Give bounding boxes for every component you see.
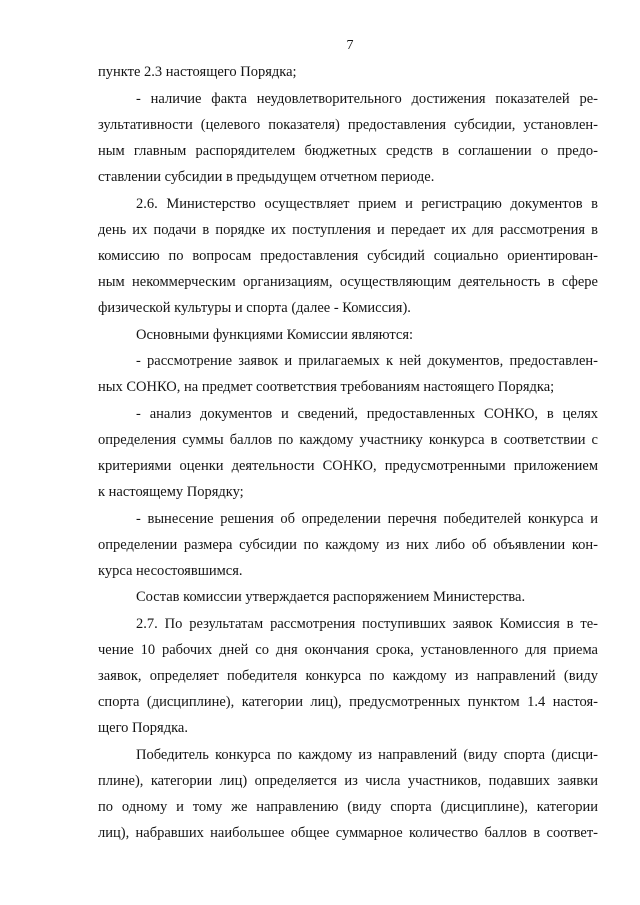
text-line: - анализ документов и сведений, предоставленных СОНКО, в целях (136, 406, 598, 422)
text-line: Победитель конкурса по каждому из направлений (виду спорта (дисци- (136, 747, 598, 763)
text-line: спорта (дисциплине), категории лиц), предусмотренных пунктом 1.4 настоя- (98, 694, 598, 710)
text-line: лиц), набравших наибольшее общее суммарное количество баллов в соответ- (98, 825, 598, 841)
text-line: - наличие факта неудовлетворительного достижения показателей ре- (136, 91, 598, 107)
text-line: плине), категории лиц) определяется из числа участников, подавших заявки (98, 773, 598, 789)
text-line: зультативности (целевого показателя) предоставления субсидии, установлен- (98, 117, 598, 133)
text-line: ным главным распорядителем бюджетных средств в соглашении о предо- (98, 143, 598, 159)
text-line: ставлении субсидии в предыдущем отчетном периоде. (98, 169, 435, 185)
text-line: курса несостоявшимся. (98, 563, 243, 579)
text-line: по одному и тому же направлению (виду спорта (дисциплине), категории (98, 799, 598, 815)
page-number: 7 (346, 38, 354, 53)
text-line: определения суммы баллов по каждому участнику конкурса в соответствии с (98, 432, 598, 448)
text-line: критериями оценки деятельности СОНКО, предусмотренными приложением (98, 458, 598, 474)
text-line: к настоящему Порядку; (98, 484, 244, 500)
text-line: определении размера субсидии по каждому из них либо об объявлении кон- (98, 537, 598, 553)
text-line: Основными функциями Комиссии являются: (136, 327, 414, 343)
text-line: пункте 2.3 настоящего Порядка; (98, 64, 297, 80)
text-line: 2.7. По результатам рассмотрения поступивших заявок Комиссия в те- (136, 616, 598, 632)
text-line: ных СОНКО, на предмет соответствия требованиям настоящего Порядка; (98, 379, 555, 395)
text-line: физической культуры и спорта (далее - Комиссия). (98, 300, 411, 316)
text-line: - вынесение решения об определении перечня победителей конкурса и (136, 511, 598, 527)
text-line: Состав комиссии утверждается распоряжением Министерства. (136, 589, 526, 605)
text-line: чение 10 рабочих дней со дня окончания срока, установленного для приема (98, 642, 598, 658)
text-line: день их подачи в порядке их поступления и передает их для рассмотрения в (98, 222, 598, 238)
text-line: ным некоммерческим организациям, осуществляющим деятельность в сфере (98, 274, 598, 290)
text-line: щего Порядка. (98, 720, 188, 736)
text-line: заявок, определяет победителя конкурса по каждому из направлений (виду (98, 668, 598, 684)
text-line: комиссию по вопросам предоставления субсидий социально ориентирован- (98, 248, 598, 264)
text-line: - рассмотрение заявок и прилагаемых к ней документов, предоставлен- (136, 353, 598, 369)
text-line: 2.6. Министерство осуществляет прием и регистрацию документов в (136, 196, 598, 212)
